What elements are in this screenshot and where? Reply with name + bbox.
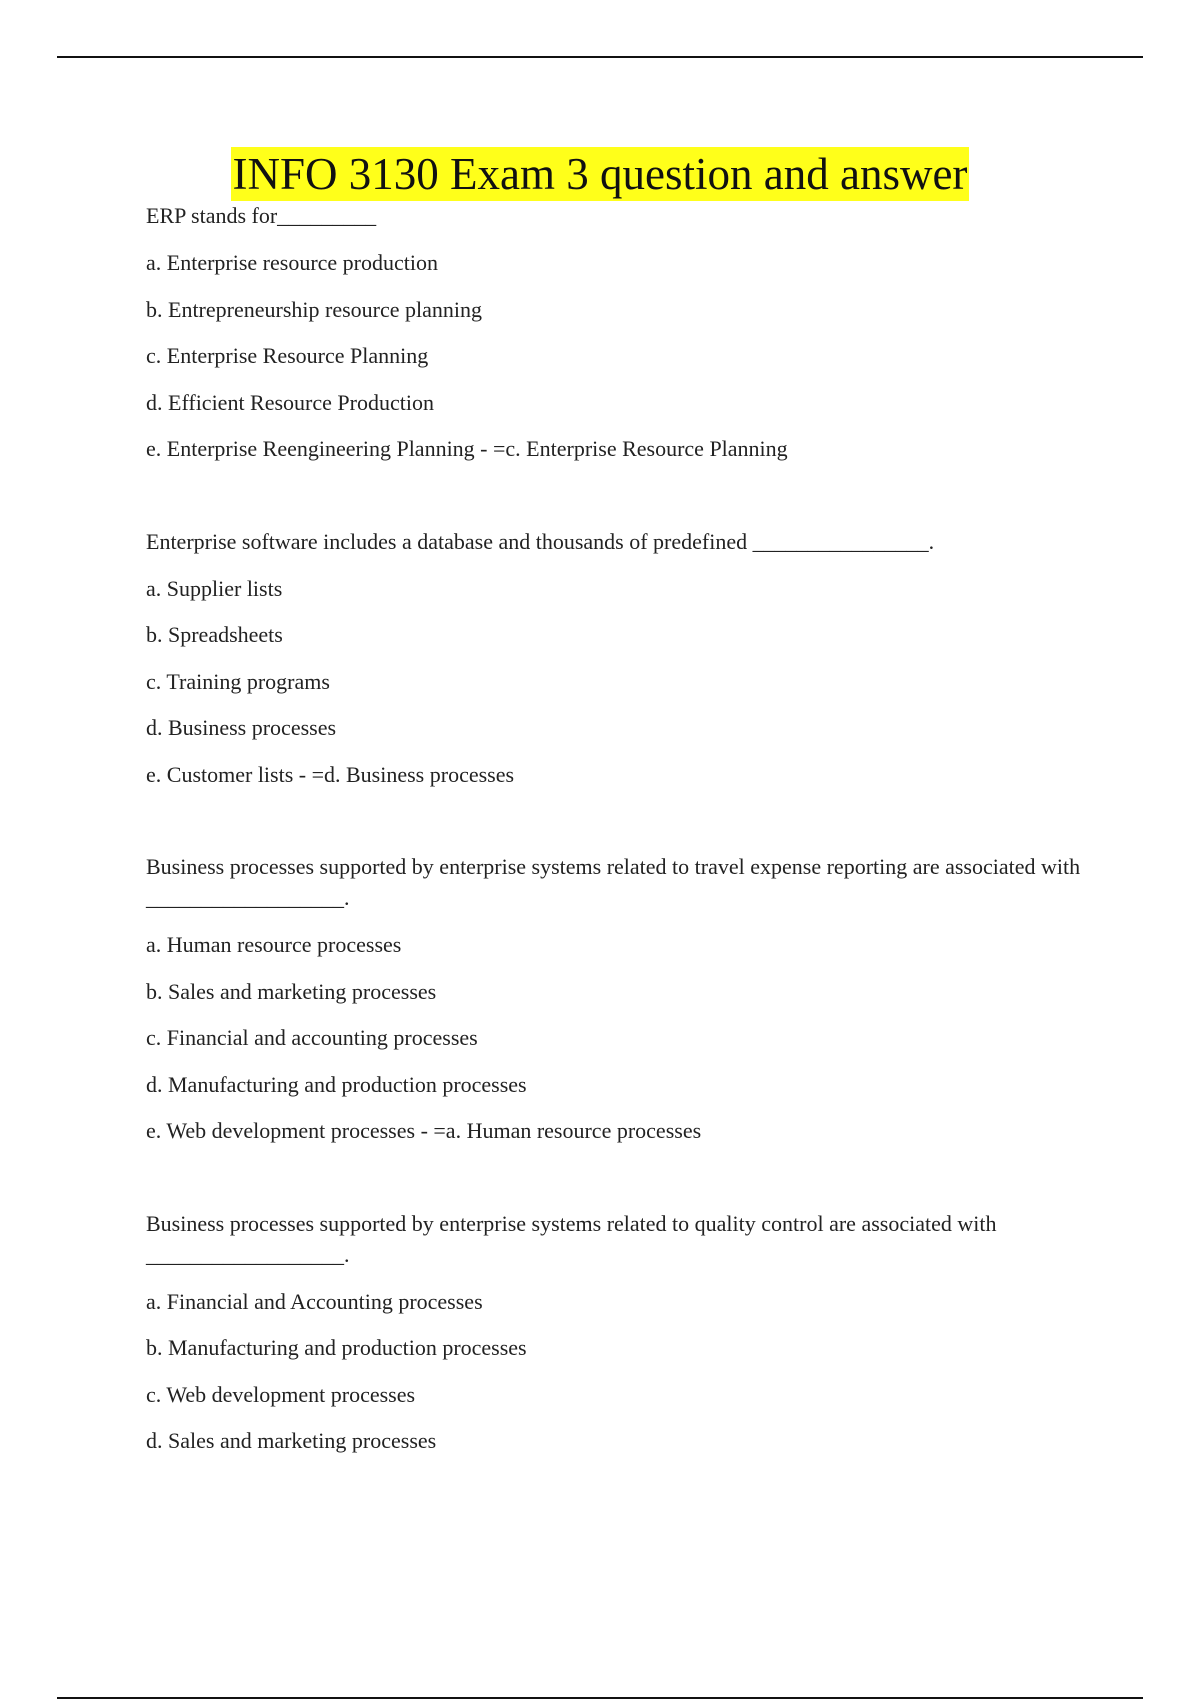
answer-option: e. Enterprise Reengineering Planning - =c. Enterprise Resource Planning: [146, 436, 788, 461]
answer-option: a. Human resource processes: [146, 932, 402, 957]
top-divider: [57, 56, 1143, 58]
question-spacer: [146, 480, 1096, 526]
title-container: [0, 147, 1200, 201]
answer-option: c. Training programs: [146, 668, 330, 694]
answer-option: b. Spreadsheets: [146, 622, 283, 647]
question-prompt: Enterprise software includes a database and thousands of predefined ________________.: [146, 528, 935, 554]
question-prompt: ERP stands for_________: [146, 203, 377, 228]
answer-option: c. Web development processes: [146, 1381, 416, 1407]
question-spacer: [146, 1162, 1096, 1208]
answer-option: b. Sales and marketing processes: [146, 978, 437, 1004]
answer-option: b. Manufacturing and production processes: [146, 1335, 527, 1360]
answer-option: d. Efficient Resource Production: [146, 389, 434, 415]
question-4: [146, 1208, 1096, 1457]
bottom-divider: [57, 1697, 1143, 1699]
answer-option: d. Business processes: [146, 715, 337, 740]
question-list: [146, 200, 1096, 1472]
answer-option: d. Manufacturing and production processes: [146, 1071, 527, 1097]
document-title: INFO 3130 Exam 3 question and answer: [232, 149, 968, 199]
question-prompt: Business processes supported by enterprise systems related to travel expense reporting are associated with __________________.: [146, 854, 1081, 910]
answer-option: b. Entrepreneurship resource planning: [146, 296, 482, 322]
answer-option: d. Sales and marketing processes: [146, 1428, 437, 1453]
answer-option: e. Customer lists - =d. Business processes: [146, 761, 515, 787]
question-2: [146, 526, 1096, 790]
question-1: [146, 200, 1096, 464]
question-spacer: [146, 805, 1096, 851]
question-prompt: Business processes supported by enterprise systems related to quality control are associated with __________________.: [146, 1210, 997, 1267]
answer-option: a. Enterprise resource production: [146, 250, 438, 275]
answer-option: c. Enterprise Resource Planning: [146, 343, 429, 368]
answer-option: a. Supplier lists: [146, 575, 283, 601]
answer-option: e. Web development processes - =a. Human resource processes: [146, 1118, 702, 1143]
answer-option: a. Financial and Accounting processes: [146, 1288, 483, 1314]
question-3: [146, 851, 1096, 1146]
answer-option: c. Financial and accounting processes: [146, 1025, 478, 1050]
